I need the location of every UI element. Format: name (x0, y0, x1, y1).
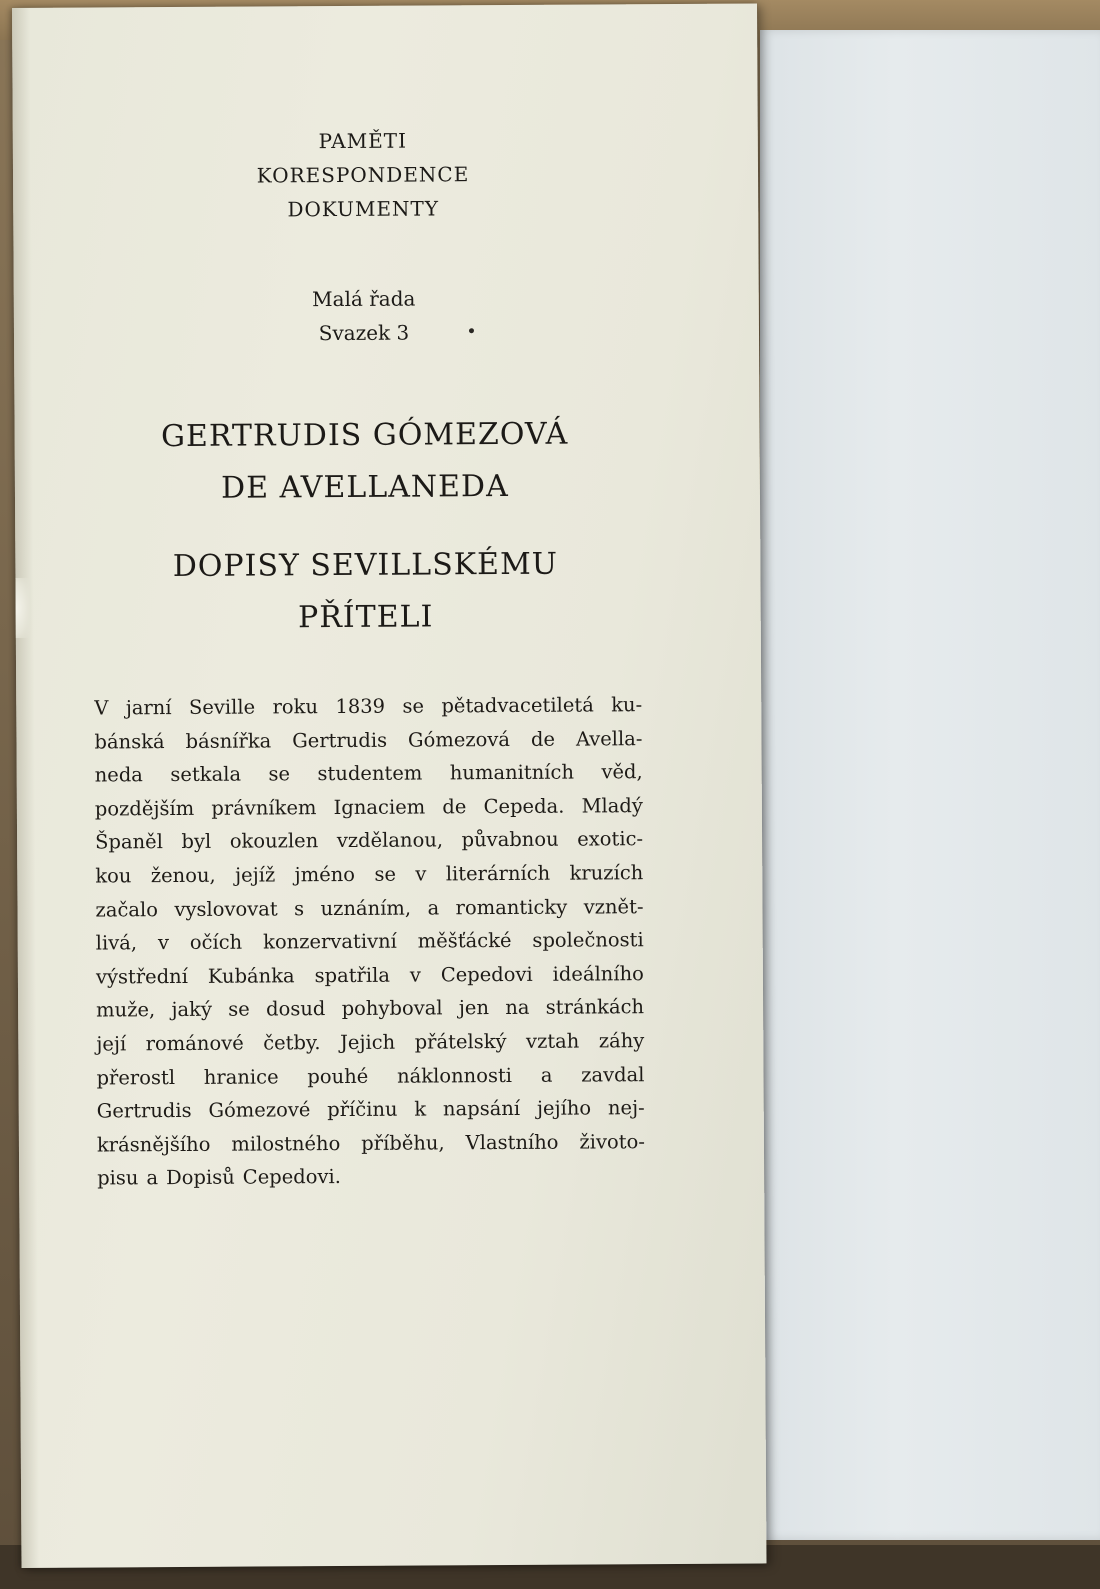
blurb-word: de (442, 795, 467, 819)
title-line: DOPISY SEVILLSKÉMU (172, 546, 559, 585)
blurb-word: začalo (95, 897, 159, 922)
blurb-word: k (414, 1097, 427, 1121)
blurb-line (96, 923, 644, 960)
blurb-line (94, 688, 642, 725)
blurb-word: věd, (601, 760, 643, 784)
blurb-word: muže, (96, 998, 156, 1022)
blurb-word: napsání (442, 1097, 521, 1121)
blurb-word: se (374, 862, 397, 886)
blurb-word: očích (189, 930, 243, 955)
blurb-word: Gertrudis (96, 1099, 192, 1123)
blurb-word: Avella- (575, 726, 643, 751)
blurb-word: příčinu (327, 1097, 398, 1122)
blurb-word: Seville (188, 695, 256, 719)
blurb-word: půvabnou (461, 828, 559, 852)
blurb-word: jaký (171, 998, 213, 1022)
blurb-word: pozdějším (94, 796, 195, 821)
blurb-word: bánská (94, 729, 165, 754)
blurb-word: básnířka (185, 729, 272, 753)
blurb-word: jméno (294, 862, 356, 887)
blurb-line (95, 856, 643, 893)
blurb-word: spatřila (314, 963, 390, 987)
blurb-line (95, 823, 643, 860)
blurb-line (95, 890, 643, 927)
blurb-word: se (228, 997, 250, 1022)
blurb-word: jejího (536, 1096, 592, 1120)
blurb-word: uznáním, (320, 896, 412, 920)
volume-line: Svazek 3 (318, 320, 410, 346)
author-line: GERTRUDIS GÓMEZOVÁ (160, 416, 569, 455)
blurb-word: roku (272, 695, 319, 719)
blurb-line (97, 1091, 645, 1128)
blurb-word: dosud (266, 997, 326, 1021)
blurb-word: ženou, (150, 863, 216, 888)
blurb-line (97, 1125, 645, 1162)
blurb-word: kruzích (569, 861, 644, 885)
blurb-word: se (268, 762, 291, 786)
blurb-word: 1839 (335, 694, 386, 719)
blurb-word: měšťácké (417, 929, 512, 953)
blurb-word: literárních (445, 861, 551, 886)
blurb-word: kou (95, 864, 132, 888)
blurb-word: záhy (598, 1029, 645, 1053)
blurb-word: se (402, 694, 425, 718)
blurb-word: Vlastního (465, 1130, 559, 1154)
blurb-word: pětadvacetiletá (441, 693, 594, 718)
blurb-word: okouzlen (229, 829, 319, 854)
blurb-word: její (96, 1032, 127, 1056)
blurb-word: nej- (607, 1096, 645, 1120)
blurb-word: krásnějšího (96, 1132, 211, 1157)
blurb-word: hranice (203, 1064, 279, 1089)
blurb-word: na (505, 996, 530, 1020)
blurb-word: jejíž (235, 863, 276, 887)
blurb-word: Jejich (339, 1030, 396, 1054)
blurb-word: s (294, 896, 305, 920)
dust-jacket-flap (12, 3, 767, 1568)
blurb-word: ideálního (552, 961, 644, 986)
title-line: PŘÍTELI (297, 599, 434, 636)
blurb-word: jen (458, 996, 490, 1020)
blurb-word: přerostl (96, 1065, 176, 1090)
book-page-right (760, 30, 1100, 1540)
blurb-line (97, 1158, 645, 1195)
series-line: KORESPONDENCE (256, 162, 470, 188)
blurb-word: výstřední (95, 964, 189, 989)
blurb-word: V (94, 696, 109, 720)
blurb-word: jarní (125, 696, 172, 720)
book-title (85, 538, 646, 645)
blurb-word: romanticky (455, 895, 568, 919)
blurb-word: humanitních (449, 760, 575, 785)
subseries-line: Malá řada (312, 286, 416, 312)
blurb-word: Mladý (581, 793, 643, 818)
blurb-line (96, 1058, 644, 1095)
blurb-word: stránkách (545, 995, 645, 1020)
paper-tear (15, 578, 29, 638)
ink-speck (469, 328, 474, 333)
blurb-word: náklonnosti (397, 1063, 513, 1088)
blurb-word: pisu (97, 1166, 139, 1190)
blurb-word: a (427, 895, 440, 920)
blurb-word: a (146, 1166, 159, 1190)
blurb-word: příběhu, (361, 1131, 445, 1155)
blurb-word: studentem (317, 761, 423, 786)
blurb-word: v (409, 963, 421, 987)
blurb-word: v (415, 862, 427, 886)
blurb-word: v (157, 931, 170, 955)
blurb-word: zavdal (581, 1062, 645, 1087)
blurb-word: Ignaciem (333, 795, 426, 819)
blurb-word: Dopisů (166, 1165, 235, 1190)
blurb-word: Gómezová (407, 727, 511, 752)
blurb-word: románové (145, 1031, 244, 1056)
blurb-line (94, 722, 642, 759)
author-name (84, 408, 645, 515)
blurb-word: Cepedovi (440, 962, 533, 987)
blurb-word: společnosti (532, 928, 644, 952)
flap-fold-shadow (12, 8, 40, 1568)
blurb-word: konzervativní (263, 929, 397, 954)
blurb-word: vztah (525, 1029, 580, 1053)
blurb-word: milostného (231, 1131, 341, 1156)
blurb-word: vzdělanou, (336, 828, 444, 853)
blurb-word: pouhé (307, 1064, 369, 1088)
blurb-word: byl (181, 830, 212, 854)
blurb-word: právníkem (211, 795, 317, 820)
blurb-line (95, 755, 643, 792)
blurb-line (96, 1024, 644, 1061)
blurb-word: Gertrudis (292, 728, 388, 752)
series-line: DOKUMENTY (287, 196, 440, 222)
blurb-line (95, 789, 643, 826)
blurb-word: vznět- (583, 894, 644, 919)
series-heading (213, 123, 514, 227)
blurb-word: de (530, 727, 556, 751)
blurb-word: ku- (611, 693, 643, 717)
blurb-word: Cepeda. (483, 794, 565, 818)
blurb-word: livá, (95, 931, 138, 955)
author-line: DE AVELLANEDA (221, 468, 509, 506)
blurb-word: setkala (170, 762, 242, 787)
blurb-word: životo- (579, 1129, 645, 1154)
blurb-word: Kubánka (207, 964, 295, 988)
subseries-info (234, 281, 494, 351)
blurb-word: a (540, 1063, 553, 1087)
blurb-word: četby. (263, 1031, 321, 1055)
series-line: PAMĚTI (318, 128, 408, 154)
blurb-paragraph (94, 688, 645, 1195)
blurb-word: neda (94, 763, 143, 787)
blurb-word: přátelský (414, 1029, 507, 1054)
blurb-line (96, 991, 644, 1028)
blurb-word: Cepedovi. (242, 1165, 341, 1189)
blurb-word: Gómezové (208, 1098, 311, 1122)
blurb-word: vyslovovat (174, 896, 278, 921)
blurb-word: pohyboval (341, 996, 443, 1021)
blurb-line (96, 957, 644, 994)
blurb-word: Španěl (95, 830, 163, 854)
blurb-word: exotic- (577, 827, 644, 851)
